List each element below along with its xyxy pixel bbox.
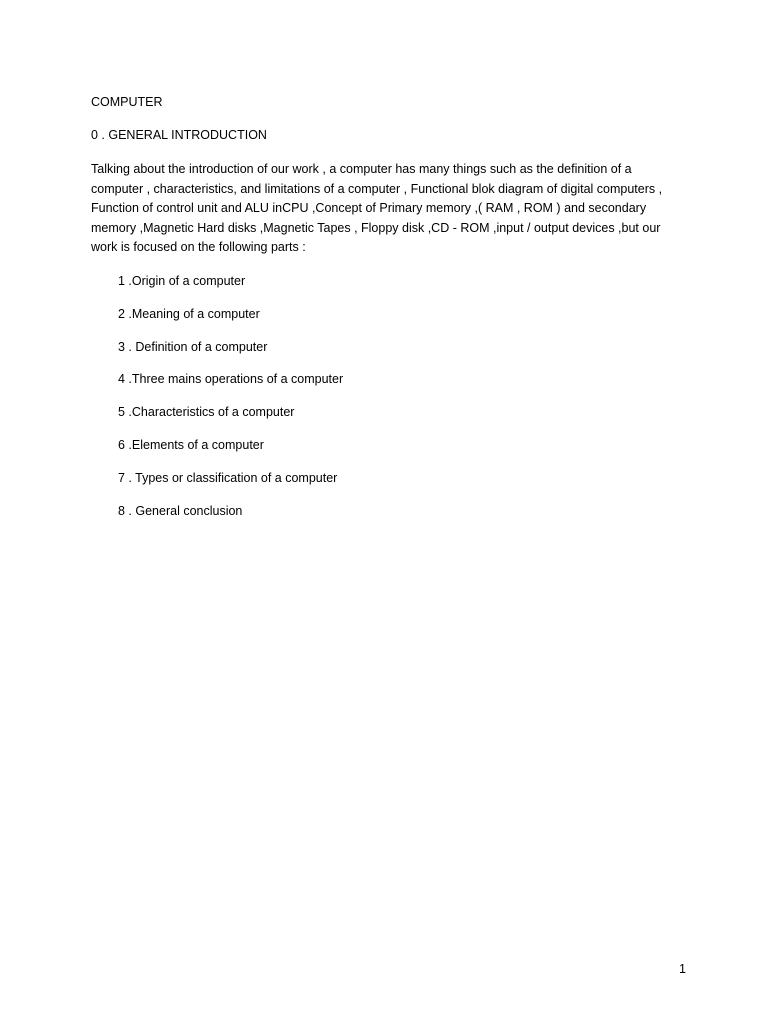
- list-item: 5 .Characteristics of a computer: [118, 405, 295, 420]
- list-item: 3 . Definition of a computer: [118, 339, 268, 354]
- intro-line: memory ,Magnetic Hard disks ,Magnetic Tapes , Floppy disk ,CD - ROM ,input / output devices ,but our: [91, 220, 661, 235]
- list-item: 2 .Meaning of a computer: [118, 306, 260, 321]
- intro-line: Talking about the introduction of our work , a computer has many things such as the definition of a: [91, 162, 632, 176]
- page-number: 1: [679, 962, 686, 976]
- parts-list: [118, 274, 343, 536]
- intro-paragraph: [91, 160, 691, 258]
- intro-line: computer , characteristics, and limitations of a computer , Functional blok diagram of digital computers ,: [91, 181, 663, 196]
- list-item: 1 .Origin of a computer: [118, 274, 246, 288]
- list-item: 7 . Types or classification of a computer: [118, 470, 338, 485]
- section-heading: 0 . GENERAL INTRODUCTION: [91, 128, 267, 142]
- document-title: COMPUTER: [91, 95, 163, 109]
- list-item: 8 . General conclusion: [118, 503, 243, 518]
- list-item: 4 .Three mains operations of a computer: [118, 372, 344, 387]
- list-item: 6 .Elements of a computer: [118, 437, 264, 452]
- intro-line: Function of control unit and ALU inCPU ,Concept of Primary memory ,( RAM , ROM ) and secondary: [91, 201, 647, 216]
- intro-line: work is focused on the following parts :: [91, 240, 306, 255]
